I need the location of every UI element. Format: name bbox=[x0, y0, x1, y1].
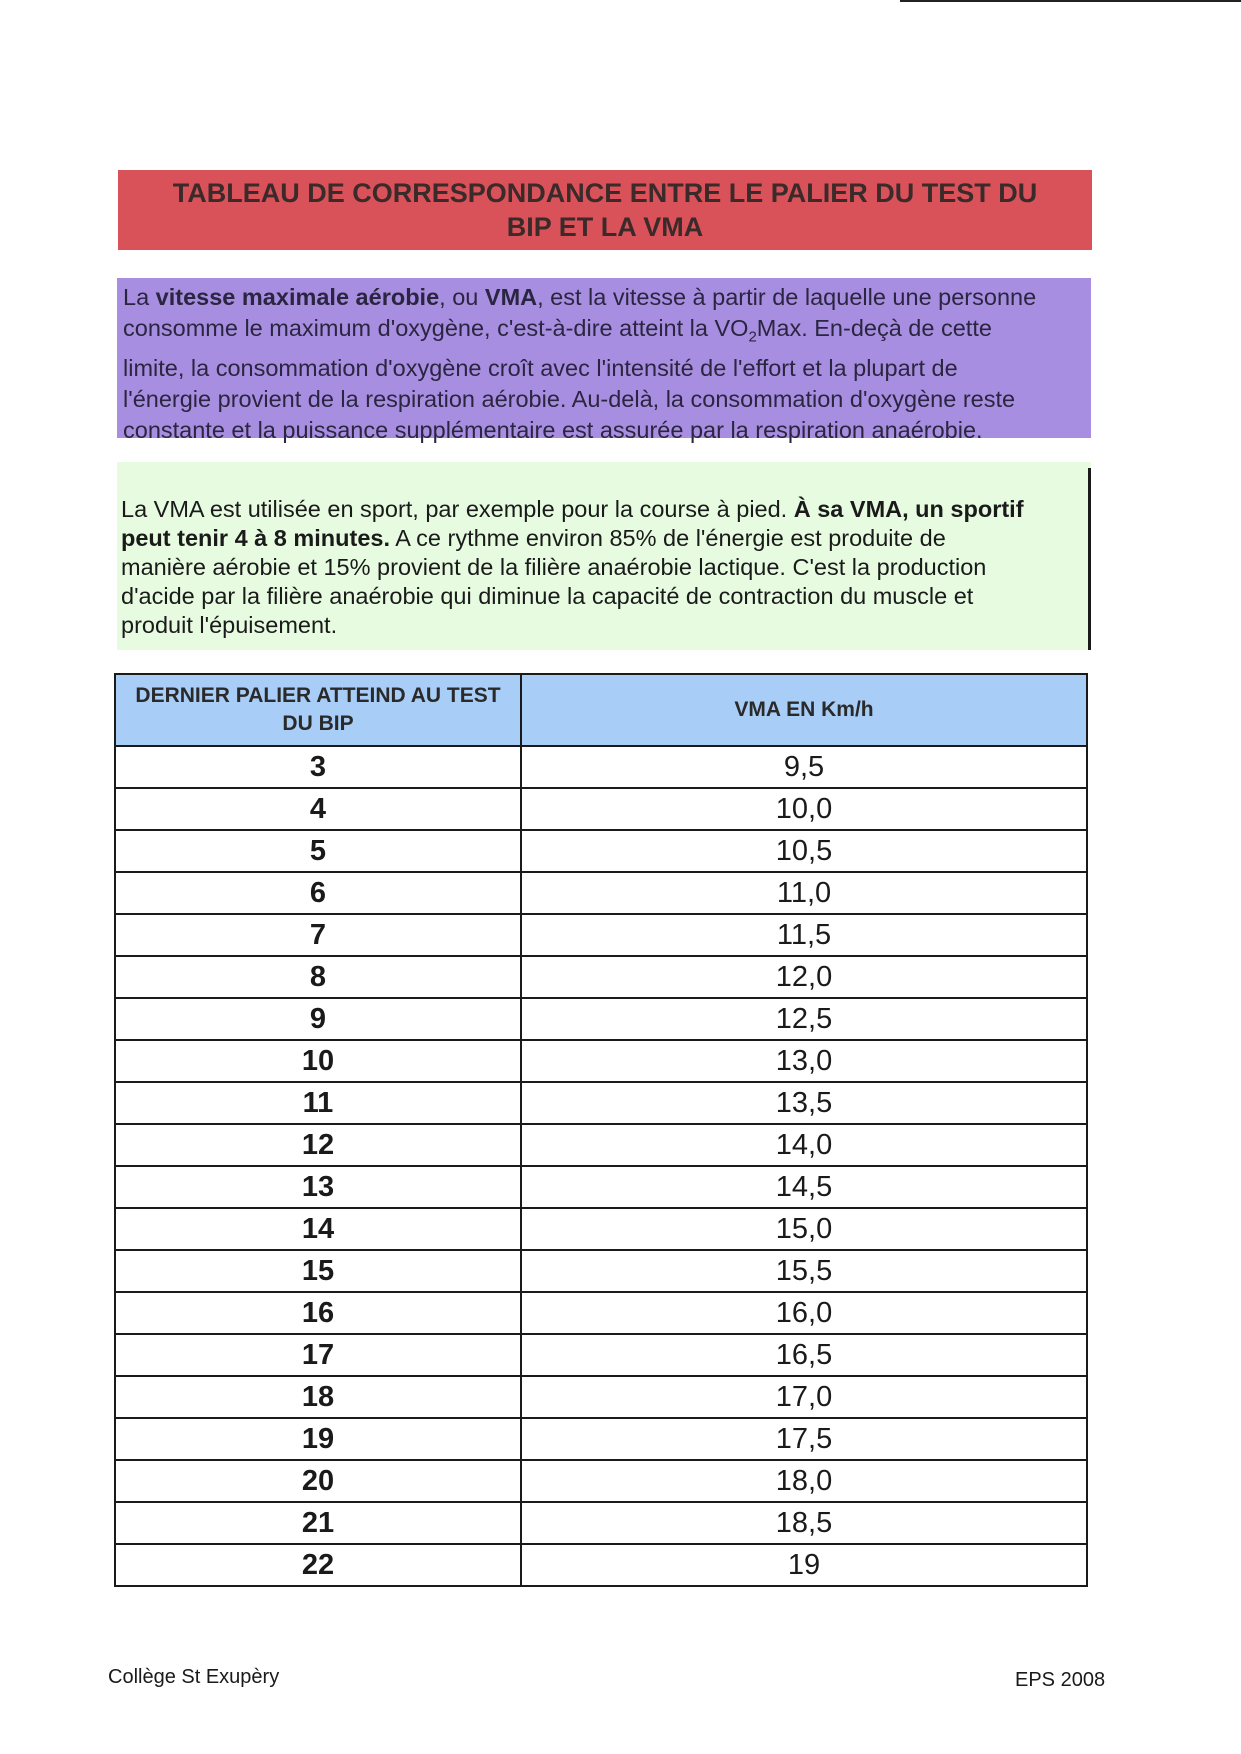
vma-cell: 16,5 bbox=[521, 1334, 1087, 1376]
table-row bbox=[115, 914, 1087, 956]
vma-cell: 18,5 bbox=[521, 1502, 1087, 1544]
title-line-1: TABLEAU DE CORRESPONDANCE ENTRE LE PALIER DU TEST DU bbox=[172, 178, 1038, 208]
table-header-row bbox=[115, 674, 1087, 746]
header-dernier-palier: DERNIER PALIER ATTEIND AU TEST DU BIP bbox=[115, 674, 521, 746]
vma-cell: 9,5 bbox=[521, 746, 1087, 788]
usage-line-3: manière aérobie et 15% provient de la filière anaérobie lactique. C'est la production bbox=[121, 554, 987, 580]
table-row bbox=[115, 956, 1087, 998]
vma-cell: 10,5 bbox=[521, 830, 1087, 872]
palier-cell: 18 bbox=[115, 1376, 521, 1418]
palier-cell: 21 bbox=[115, 1502, 521, 1544]
page-title bbox=[118, 170, 1092, 250]
vma-cell: 13,0 bbox=[521, 1040, 1087, 1082]
table-row bbox=[115, 1208, 1087, 1250]
table-body bbox=[115, 746, 1087, 1586]
palier-cell: 13 bbox=[115, 1166, 521, 1208]
table-row bbox=[115, 1376, 1087, 1418]
palier-cell: 20 bbox=[115, 1460, 521, 1502]
vma-cell: 10,0 bbox=[521, 788, 1087, 830]
vma-definition-box bbox=[117, 278, 1091, 443]
table-row bbox=[115, 1166, 1087, 1208]
table-row bbox=[115, 830, 1087, 872]
palier-cell: 16 bbox=[115, 1292, 521, 1334]
definition-line-4: l'énergie provient de la respiration aérobie. Au-delà, la consommation d'oxygène reste bbox=[123, 385, 1016, 412]
table-row bbox=[115, 1334, 1087, 1376]
palier-cell: 12 bbox=[115, 1124, 521, 1166]
vma-cell: 19 bbox=[521, 1544, 1087, 1586]
definition-line-3: limite, la consommation d'oxygène croît avec l'intensité de l'effort et la plupart de bbox=[123, 354, 958, 381]
palier-cell: 10 bbox=[115, 1040, 521, 1082]
title-line-2: BIP ET LA VMA bbox=[506, 212, 704, 242]
term-vitesse-maximale: vitesse maximale aérobie bbox=[155, 284, 440, 310]
definition-line-2: consomme le maximum d'oxygène, c'est-à-dire atteint la $VO_2Max$. En-deçà de cette bbox=[123, 315, 992, 346]
usage-line-4: d'acide par la filière anaérobie qui diminue la capacité de contraction du muscle et bbox=[121, 583, 974, 609]
term-vma: VMA bbox=[484, 284, 538, 310]
usage-line-2: peut tenir 4 à 8 minutes. A ce rythme environ 85% de l'énergie est produite de bbox=[121, 525, 946, 551]
header-vma: VMA EN Km/h bbox=[521, 674, 1087, 746]
usage-line-1: La VMA est utilisée en sport, par exemple pour la course à pied. À sa VMA, un sportif bbox=[121, 496, 1024, 522]
table-row bbox=[115, 1292, 1087, 1334]
definition-line-1: La vitesse maximale aérobie, ou VMA, est la vitesse à partir de laquelle une personne bbox=[123, 284, 1037, 310]
vma-cell: 14,5 bbox=[521, 1166, 1087, 1208]
palier-cell: 15 bbox=[115, 1250, 521, 1292]
footer-school: Collège St Exupèry bbox=[108, 1666, 280, 1688]
table-row bbox=[115, 1124, 1087, 1166]
table-row bbox=[115, 1082, 1087, 1124]
vma-cell: 16,0 bbox=[521, 1292, 1087, 1334]
table-row bbox=[115, 1250, 1087, 1292]
palier-cell: 17 bbox=[115, 1334, 521, 1376]
table-row bbox=[115, 1040, 1087, 1082]
footer-year: EPS 2008 bbox=[1015, 1669, 1106, 1691]
table-row bbox=[115, 1460, 1087, 1502]
table-row bbox=[115, 788, 1087, 830]
vma-cell: 18,0 bbox=[521, 1460, 1087, 1502]
palier-cell: 5 bbox=[115, 830, 521, 872]
table-row bbox=[115, 1418, 1087, 1460]
palier-cell: 22 bbox=[115, 1544, 521, 1586]
usage-line-5: produit l'épuisement. bbox=[121, 612, 338, 638]
vma-cell: 15,0 bbox=[521, 1208, 1087, 1250]
vma-cell: 12,0 bbox=[521, 956, 1087, 998]
palier-cell: 19 bbox=[115, 1418, 521, 1460]
vma-usage-box bbox=[117, 462, 1091, 650]
vma-cell: 15,5 bbox=[521, 1250, 1087, 1292]
table-row bbox=[115, 746, 1087, 788]
definition-line-5: constante et la puissance supplémentaire est assurée par la respiration anaérobie. bbox=[123, 416, 983, 443]
palier-cell: 7 bbox=[115, 914, 521, 956]
palier-cell: 8 bbox=[115, 956, 521, 998]
table-row bbox=[115, 998, 1087, 1040]
palier-vma-table bbox=[114, 673, 1088, 1587]
vma-cell: 12,5 bbox=[521, 998, 1087, 1040]
palier-cell: 4 bbox=[115, 788, 521, 830]
table-row bbox=[115, 872, 1087, 914]
vma-cell: 11,0 bbox=[521, 872, 1087, 914]
vma-cell: 17,5 bbox=[521, 1418, 1087, 1460]
vma-cell: 17,0 bbox=[521, 1376, 1087, 1418]
vma-cell: 14,0 bbox=[521, 1124, 1087, 1166]
table-row bbox=[115, 1502, 1087, 1544]
vma-cell: 13,5 bbox=[521, 1082, 1087, 1124]
usage-box-right-rule bbox=[1088, 468, 1091, 650]
palier-cell: 9 bbox=[115, 998, 521, 1040]
table-row bbox=[115, 1544, 1087, 1586]
palier-cell: 3 bbox=[115, 746, 521, 788]
vma-cell: 11,5 bbox=[521, 914, 1087, 956]
palier-cell: 14 bbox=[115, 1208, 521, 1250]
top-edge-rule bbox=[900, 0, 1241, 2]
palier-cell: 6 bbox=[115, 872, 521, 914]
palier-cell: 11 bbox=[115, 1082, 521, 1124]
